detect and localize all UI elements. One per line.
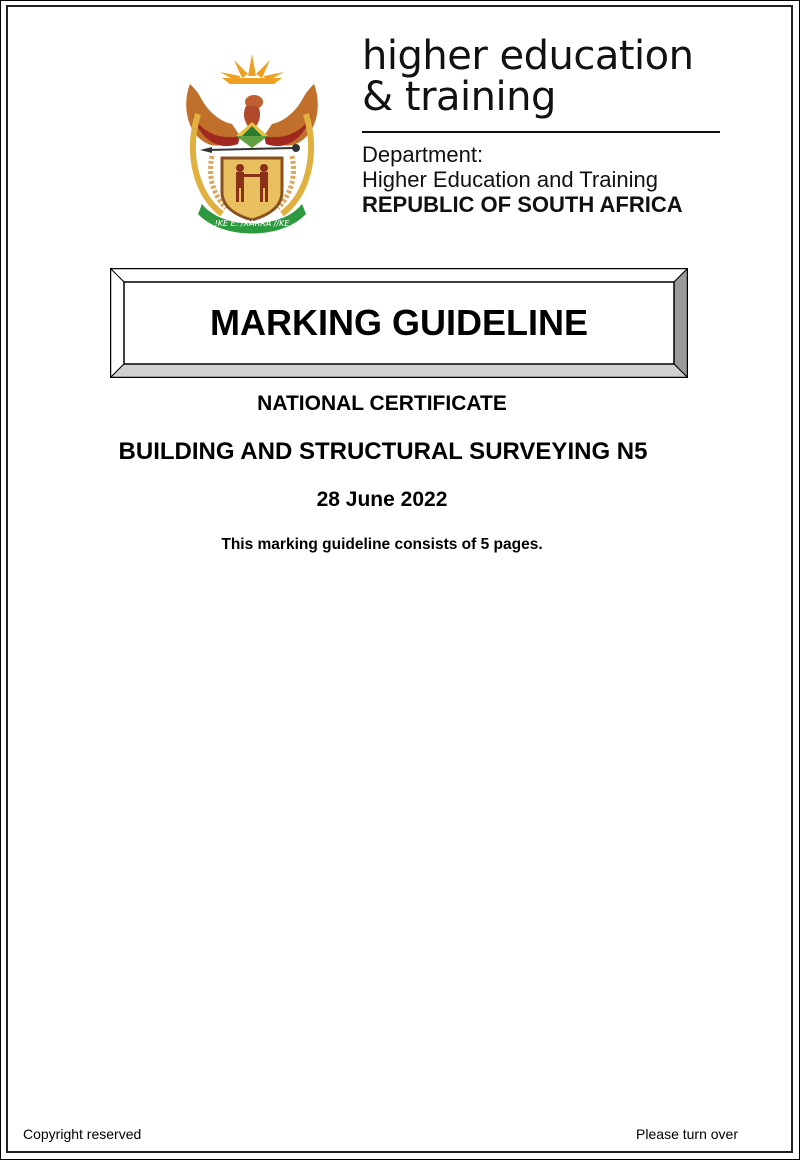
department-label: Department:	[362, 142, 484, 167]
certificate-type: NATIONAL CERTIFICATE	[257, 392, 507, 415]
brand-line-2: & training	[362, 74, 556, 120]
footer-copyright: Copyright reserved	[23, 1126, 142, 1142]
brand-divider	[362, 131, 720, 133]
coat-of-arms-icon	[182, 44, 322, 234]
exam-date: 28 June 2022	[316, 488, 448, 511]
page-count-note: This marking guideline consists of 5 pages.	[221, 536, 543, 553]
footer-turn-over: Please turn over	[636, 1126, 738, 1142]
subject-title: BUILDING AND STRUCTURAL SURVEYING N5	[118, 438, 648, 465]
department-details	[362, 142, 683, 217]
department-name: Higher Education and Training	[362, 167, 658, 192]
department-brand	[362, 33, 722, 120]
brand-line-1: higher education	[362, 33, 694, 79]
crest-motto: !KE E: /XARRA //KE	[214, 219, 290, 228]
country-name: REPUBLIC OF SOUTH AFRICA	[362, 192, 683, 217]
document-title: MARKING GUIDELINE	[210, 302, 588, 343]
